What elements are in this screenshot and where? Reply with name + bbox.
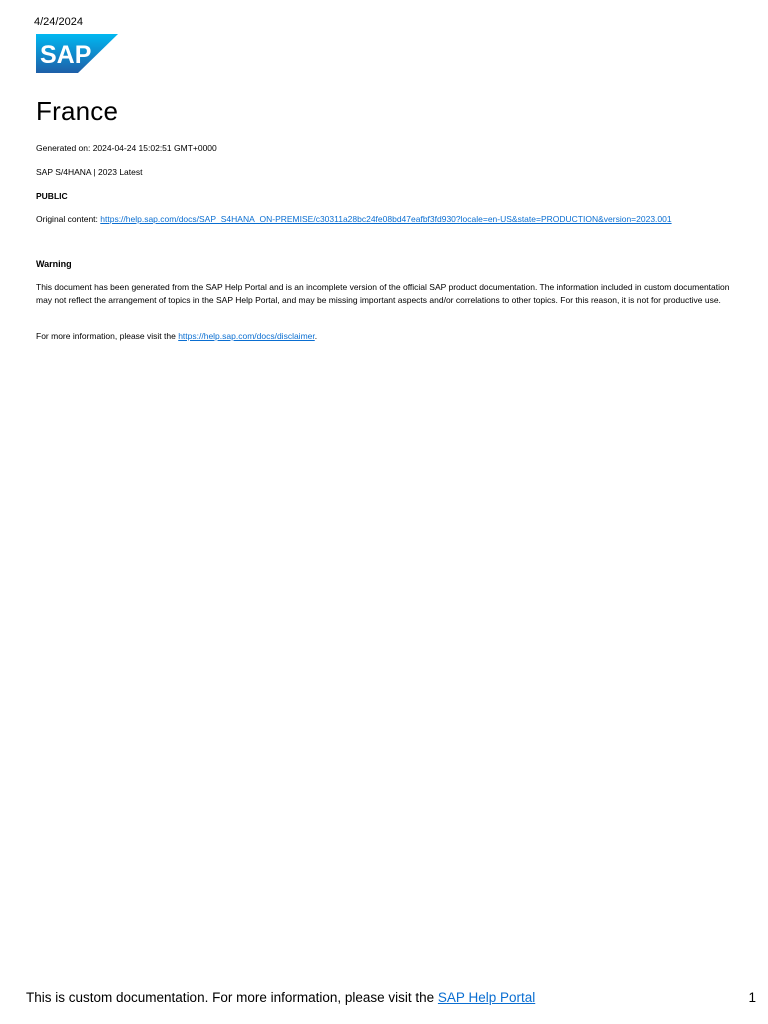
sap-help-portal-link[interactable]: SAP Help Portal xyxy=(437,990,536,1005)
print-date: 4/24/2024 xyxy=(34,16,83,28)
warning-text: This document has been generated from the SAP Help Portal and is an incomplete version of the official SAP product documentation. The information included in custom documentation may not reflect the arrangement of topics in the SAP Help Portal, and may be missing important aspects and/or correlations to other topics. For this reason, it is not for productive use. xyxy=(36,282,730,305)
disclaimer-link[interactable]: https://help.sap.com/docs/disclaimer xyxy=(178,331,315,341)
page-title: France xyxy=(36,96,119,126)
warning-title: Warning xyxy=(36,259,72,269)
more-info-suffix: . xyxy=(314,331,318,341)
original-content-link[interactable]: https://help.sap.com/docs/SAP_S4HANA_ON-PREMISE/c30311a28bc24fe08bd47eafbf3fd930?locale=en-US&state=PRODUCTION&version=2023.001 xyxy=(100,214,672,224)
classification-label: PUBLIC xyxy=(36,191,68,201)
more-info-prefix: For more information, please visit the xyxy=(36,331,179,341)
generated-on: Generated on: 2024-04-24 15:02:51 GMT+0000 xyxy=(36,143,217,153)
page-number: 1 xyxy=(748,990,756,1005)
sap-logo-text: SAP xyxy=(40,41,92,69)
original-content-label: Original content: xyxy=(36,214,101,224)
original-content xyxy=(36,214,672,224)
sap-logo xyxy=(36,34,118,73)
product-version: SAP S/4HANA | 2023 Latest xyxy=(36,167,143,177)
footer xyxy=(26,990,535,1005)
footer-text: This is custom documentation. For more information, please visit the xyxy=(26,990,438,1005)
more-info xyxy=(36,330,736,343)
